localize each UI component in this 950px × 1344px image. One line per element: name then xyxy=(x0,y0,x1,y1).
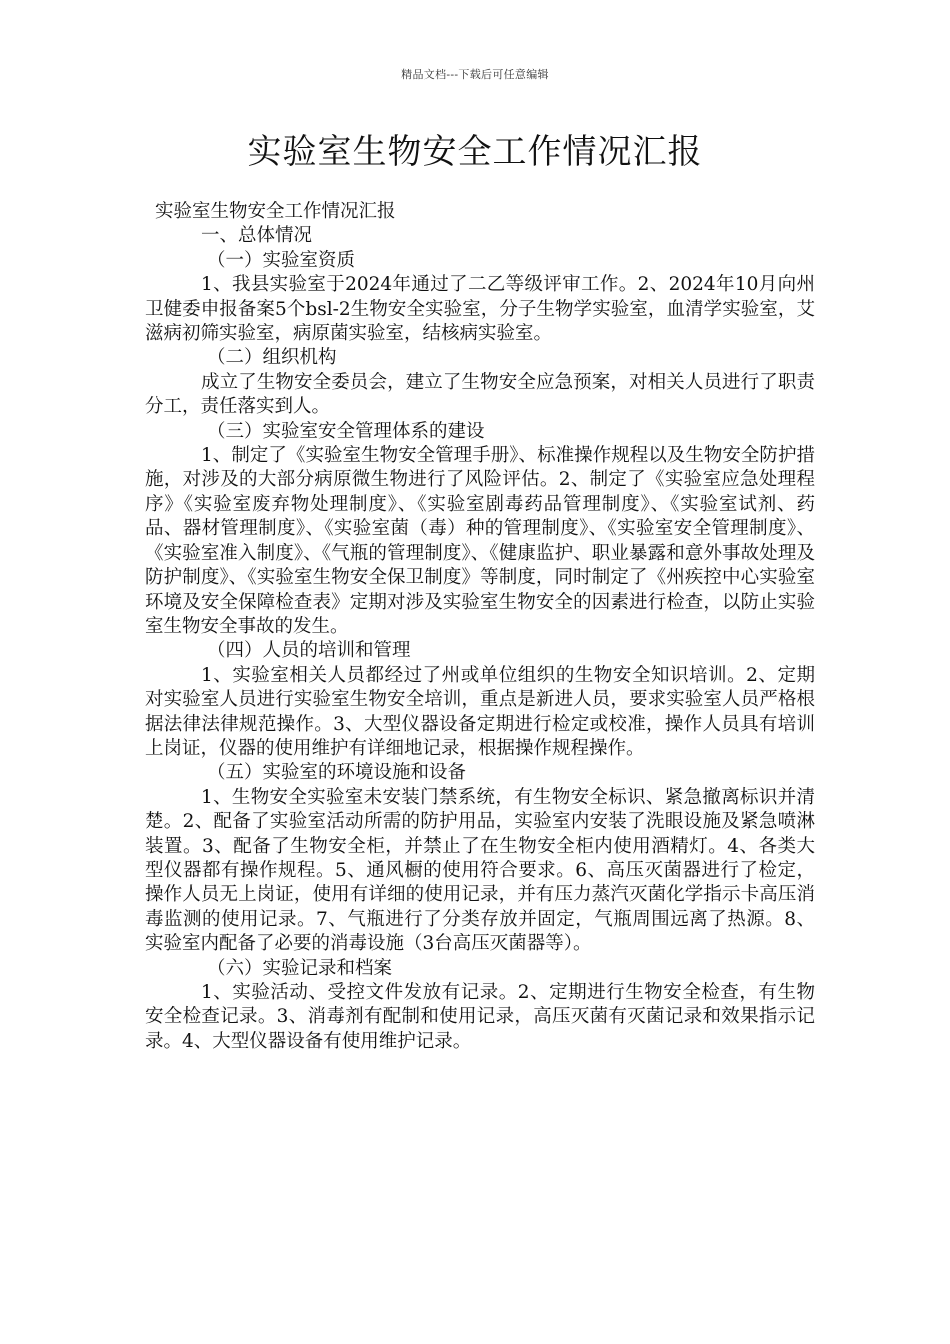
subsection-heading-qualification: （一）实验室资质 xyxy=(207,249,356,271)
page-header: 精品文档---下载后可任意编辑 xyxy=(401,68,549,81)
document-title: 实验室生物安全工作情况汇报 xyxy=(247,132,703,172)
subsection-heading-management-system: （三）实验室安全管理体系的建设 xyxy=(207,420,485,442)
subsection-heading-facilities: （五）实验室的环境设施和设备 xyxy=(207,762,467,784)
paragraph-management-system: 1、制定了《实验室生物安全管理手册》、标准操作规程以及生物安全防护措施，对涉及的大部分病原微生物进行了风险评估。2、制定了《实验室应急处理程序》《实验室废弃物处理制度》、《实验室剧毒药品管理制度》、《实验室试剂、药品、器材管理制度》、《实验室菌（毒）种的管理制度》、《实验室安全管理制度》、《实验室准入制度》、《气瓶的管理制度》、《健康监护、职业暴露和意外事故处理及防护制度》、《实验室生物安全保卫制度》等制度，同时制定了《州疾控中心实验室环境及安全保障检查表》定期对涉及实验室生物安全的因素进行检查，以防止实验室生物安全事故的发生。 xyxy=(145,445,815,637)
paragraph-qualification: 1、我县实验室于2024年通过了二乙等级评审工作。2、2024年10月向州卫健委申报备案5个bsl-2生物安全实验室，分子生物学实验室，血清学实验室，艾滋病初筛实验室，病原菌实验室，结核病实验室。 xyxy=(145,274,815,345)
paragraph-organization: 成立了生物安全委员会，建立了生物安全应急预案，对相关人员进行了职责分工，责任落实到人。 xyxy=(145,371,815,418)
paragraph-records: 1、实验活动、受控文件发放有记录。2、定期进行生物安全检查，有生物安全检查记录。3、消毒剂有配制和使用记录，高压灭菌有灭菌记录和效果指示记录。4、大型仪器设备有使用维护记录。 xyxy=(145,982,815,1052)
subsection-heading-records: （六）实验记录和档案 xyxy=(207,957,393,979)
subsection-heading-organization: （二）组织机构 xyxy=(207,347,337,369)
document-subtitle: 实验室生物安全工作情况汇报 xyxy=(155,201,396,222)
document-body xyxy=(145,200,815,1054)
paragraph-training: 1、实验室相关人员都经过了州或单位组织的生物安全知识培训。2、定期对实验室人员进行实验室生物安全培训，重点是新进人员，要求实验室人员严格根据法律法律规范操作。3、大型仪器设备定期进行检定或校准，操作人员具有培训上岗证，仪器的使用维护有详细地记录，根据操作规程操作。 xyxy=(145,664,815,759)
paragraph-facilities: 1、生物安全实验室未安装门禁系统，有生物安全标识、紧急撤离标识并清楚。2、配备了实验室活动所需的防护用品，实验室内安装了洗眼设施及紧急喷淋装置。3、配备了生物安全柜，并禁止了在生物安全柜内使用酒精灯。4、各类大型仪器都有操作规程。5、通风橱的使用符合要求。6、高压灭菌器进行了检定，操作人员无上岗证，使用有详细的使用记录，并有压力蒸汽灭菌化学指示卡高压消毒监测的使用记录。7、气瓶进行了分类存放并固定，气瓶周围远离了热源。8、实验室内配备了必要的消毒设施（3台高压灭菌器等）。 xyxy=(145,786,815,955)
section-heading-overview: 一、总体情况 xyxy=(201,225,313,247)
subsection-heading-training: （四）人员的培训和管理 xyxy=(207,640,411,662)
